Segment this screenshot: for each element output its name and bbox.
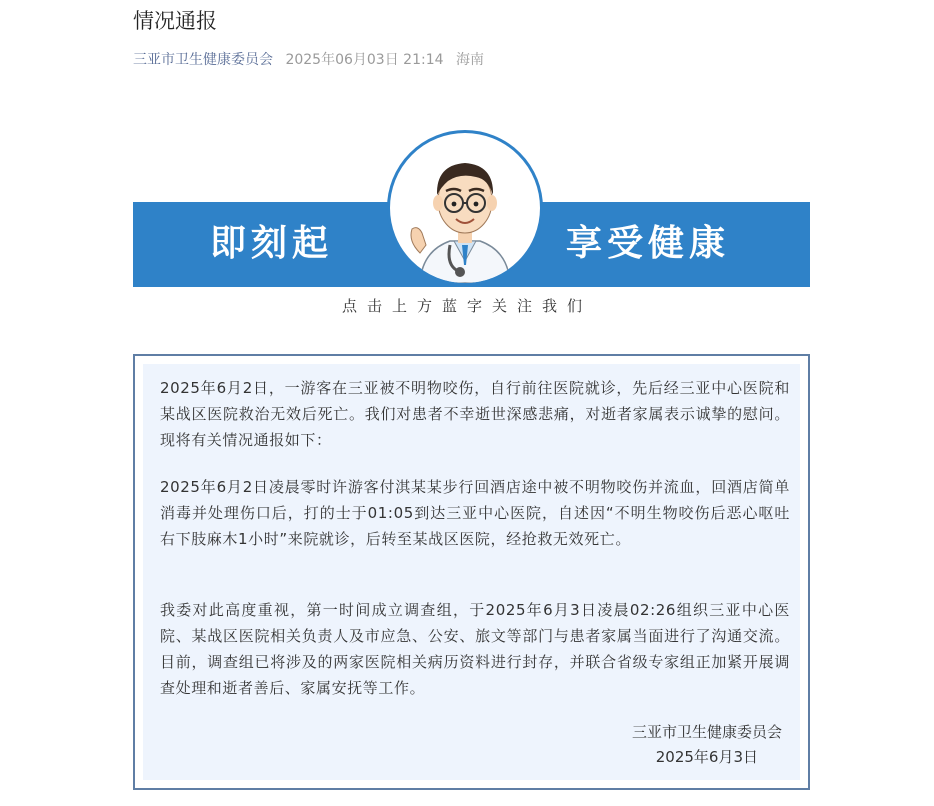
article-location: 海南 [455,52,484,68]
notice-paragraph: 我委对此高度重视，第一时间成立调查组，于2025年6月3日凌晨02:26组织三亚中心医院、某战区医院相关负责人及市应急、公安、旅文等部门与患者家属当面进行了沟通交流。目前，调查组已将涉及的两家医院相关病历资料进行封存，并联合省级专家组正加紧开展调查处理和逝者善后、家属安抚等工作。 [160,601,790,697]
doctor-illustration [387,130,543,286]
signature-organization: 三亚市卫生健康委员会 [631,723,782,741]
article-datetime: 2025年06月03日 21:14 [285,52,444,68]
notice-box [133,354,810,790]
notice-content [143,364,800,780]
notice-paragraph: 2025年6月2日，一游客在三亚被不明物咬伤，自行前往医院就诊，先后经三亚中心医院和某战区医院救治无效后死亡。我们对患者不幸逝世深感悲痛，对逝者家属表示诚挚的慰问。现将有关情况通报如下： [160,379,790,449]
article-meta [133,50,492,70]
signature-date: 2025年6月3日 [655,748,758,766]
article-title: 情况通报 [133,9,217,33]
follow-prompt: 点击上方蓝字关注我们 [341,297,592,315]
banner-left-text: 即刻起 [210,223,334,264]
doctor-icon [390,133,540,283]
banner-right-text: 享受健康 [566,223,731,264]
article-source-link[interactable]: 三亚市卫生健康委员会 [133,52,273,68]
notice-paragraph: 2025年6月2日凌晨零时许游客付淇某某步行回酒店途中被不明物咬伤并流血，回酒店简单消毒并处理伤口后，打的士于01:05到达三亚中心医院，自述因“不明生物咬伤后恶心呕吐右下肢麻木1小时”来院就诊，后转至某战区医院，经抢救无效死亡。 [160,478,790,548]
